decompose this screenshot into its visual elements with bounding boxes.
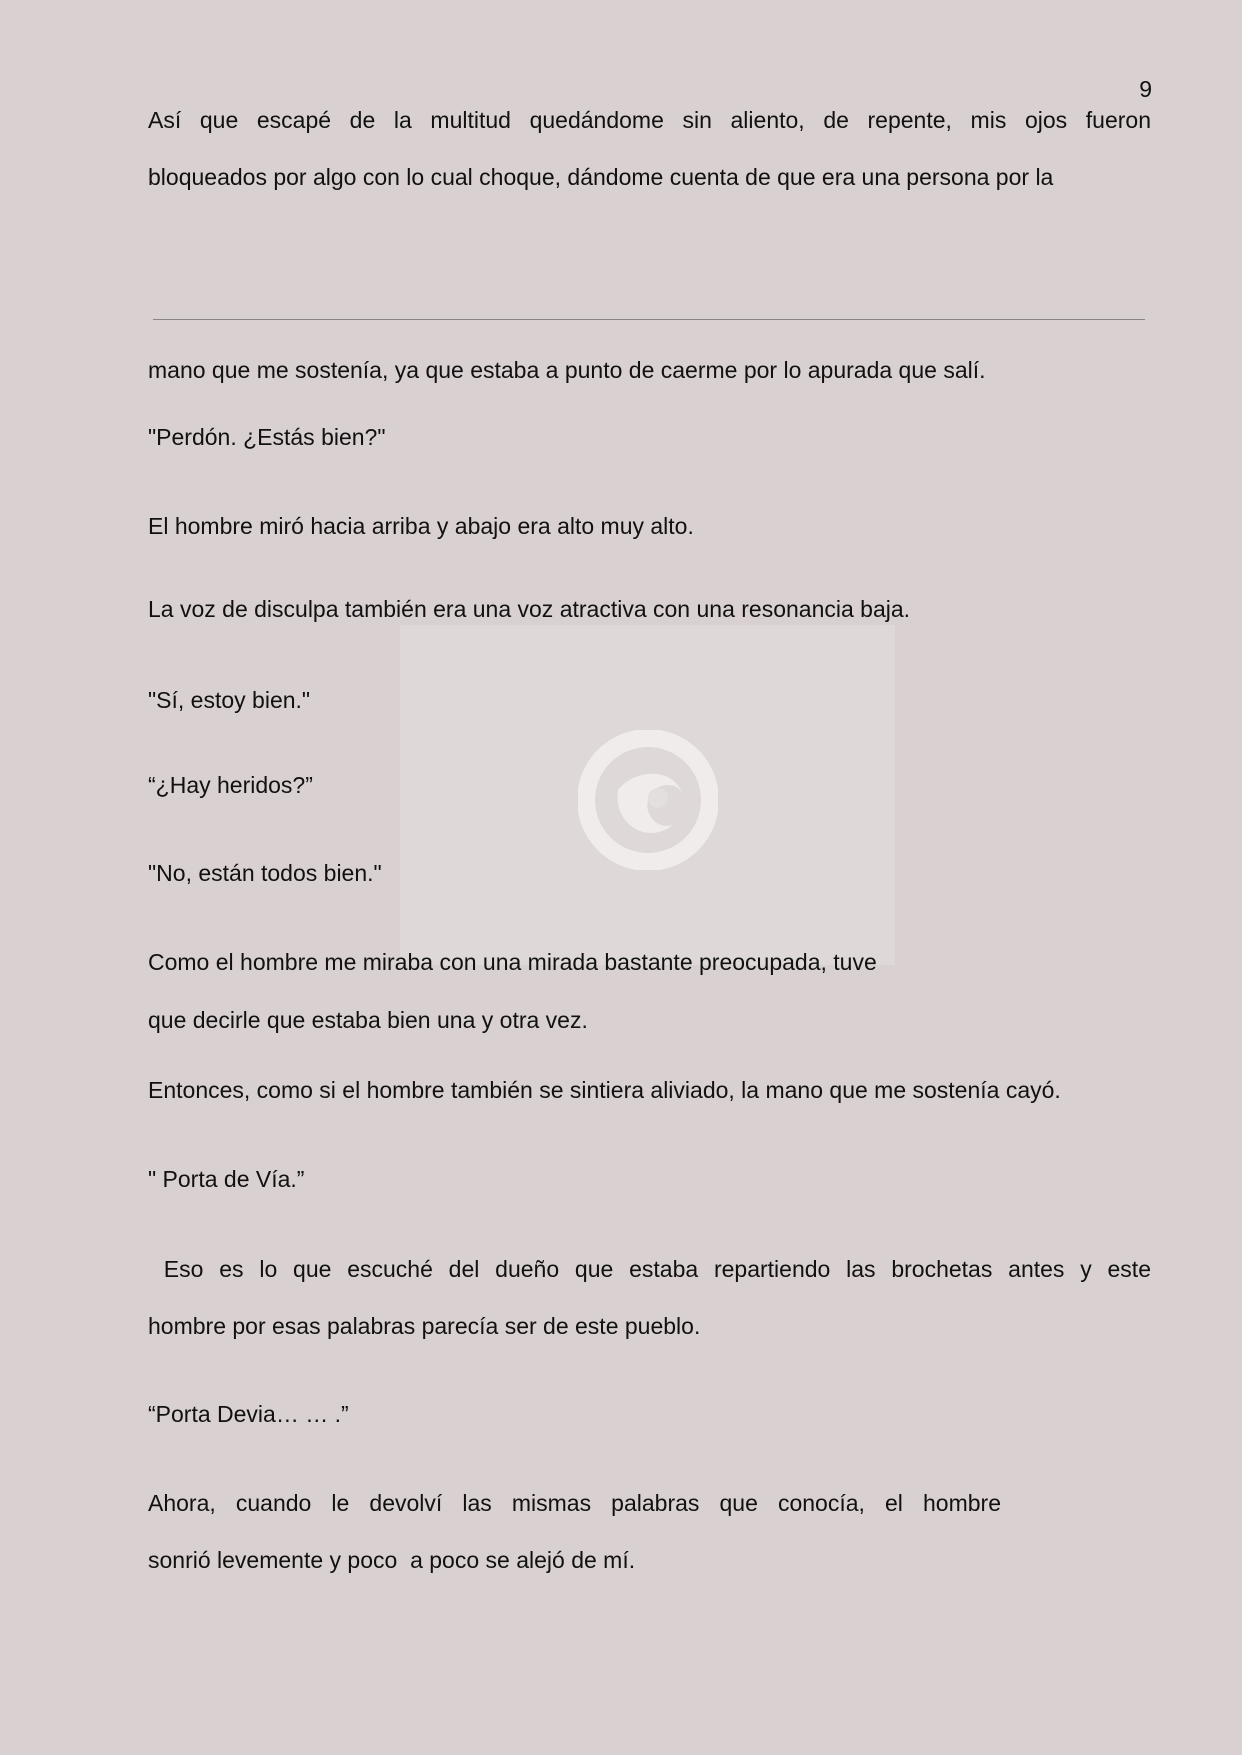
paragraph: La voz de disculpa también era una voz atractiva con una resonancia baja. [148,596,911,622]
paragraph: Como el hombre me miraba con una mirada bastante preocupada, tuve [148,949,877,975]
paragraph: “¿Hay heridos?” [148,772,313,798]
paragraph: "No, están todos bien." [148,860,382,886]
paragraph-line: sonrió levemente y poco a poco se alejó de mí. [148,1547,636,1573]
paragraph-line: Ahora, cuando le devolví las mismas palabras que conocía, el hombre [148,1490,1001,1516]
paragraph-line: Así que escapé de la multitud quedándome sin aliento, de repente, mis ojos fueron [148,107,1151,133]
page-divider [153,319,1145,320]
paragraph: Entonces, como si el hombre también se sintiera aliviado, la mano que me sostenía cayó. [148,1077,1061,1103]
page-number: 9 [1139,76,1152,102]
paragraph: "Perdón. ¿Estás bien?" [148,424,386,450]
paragraph: mano que me sostenía, ya que estaba a punto de caerme por lo apurada que salí. [148,357,986,383]
paragraph: que decirle que estaba bien una y otra vez. [148,1007,588,1033]
paragraph-line: Eso es lo que escuché del dueño que estaba repartiendo las brochetas antes y este [148,1256,1151,1282]
paragraph-line: bloqueados por algo con lo cual choque, dándome cuenta de que era una persona por la [148,164,1054,190]
paragraph: “Porta Devia… … .” [148,1401,349,1427]
paragraph: "Sí, estoy bien." [148,687,311,713]
paragraph: " Porta de Vía.” [148,1166,305,1192]
paragraph: El hombre miró hacia arriba y abajo era alto muy alto. [148,513,694,539]
paragraph-line: hombre por esas palabras parecía ser de este pueblo. [148,1313,701,1339]
